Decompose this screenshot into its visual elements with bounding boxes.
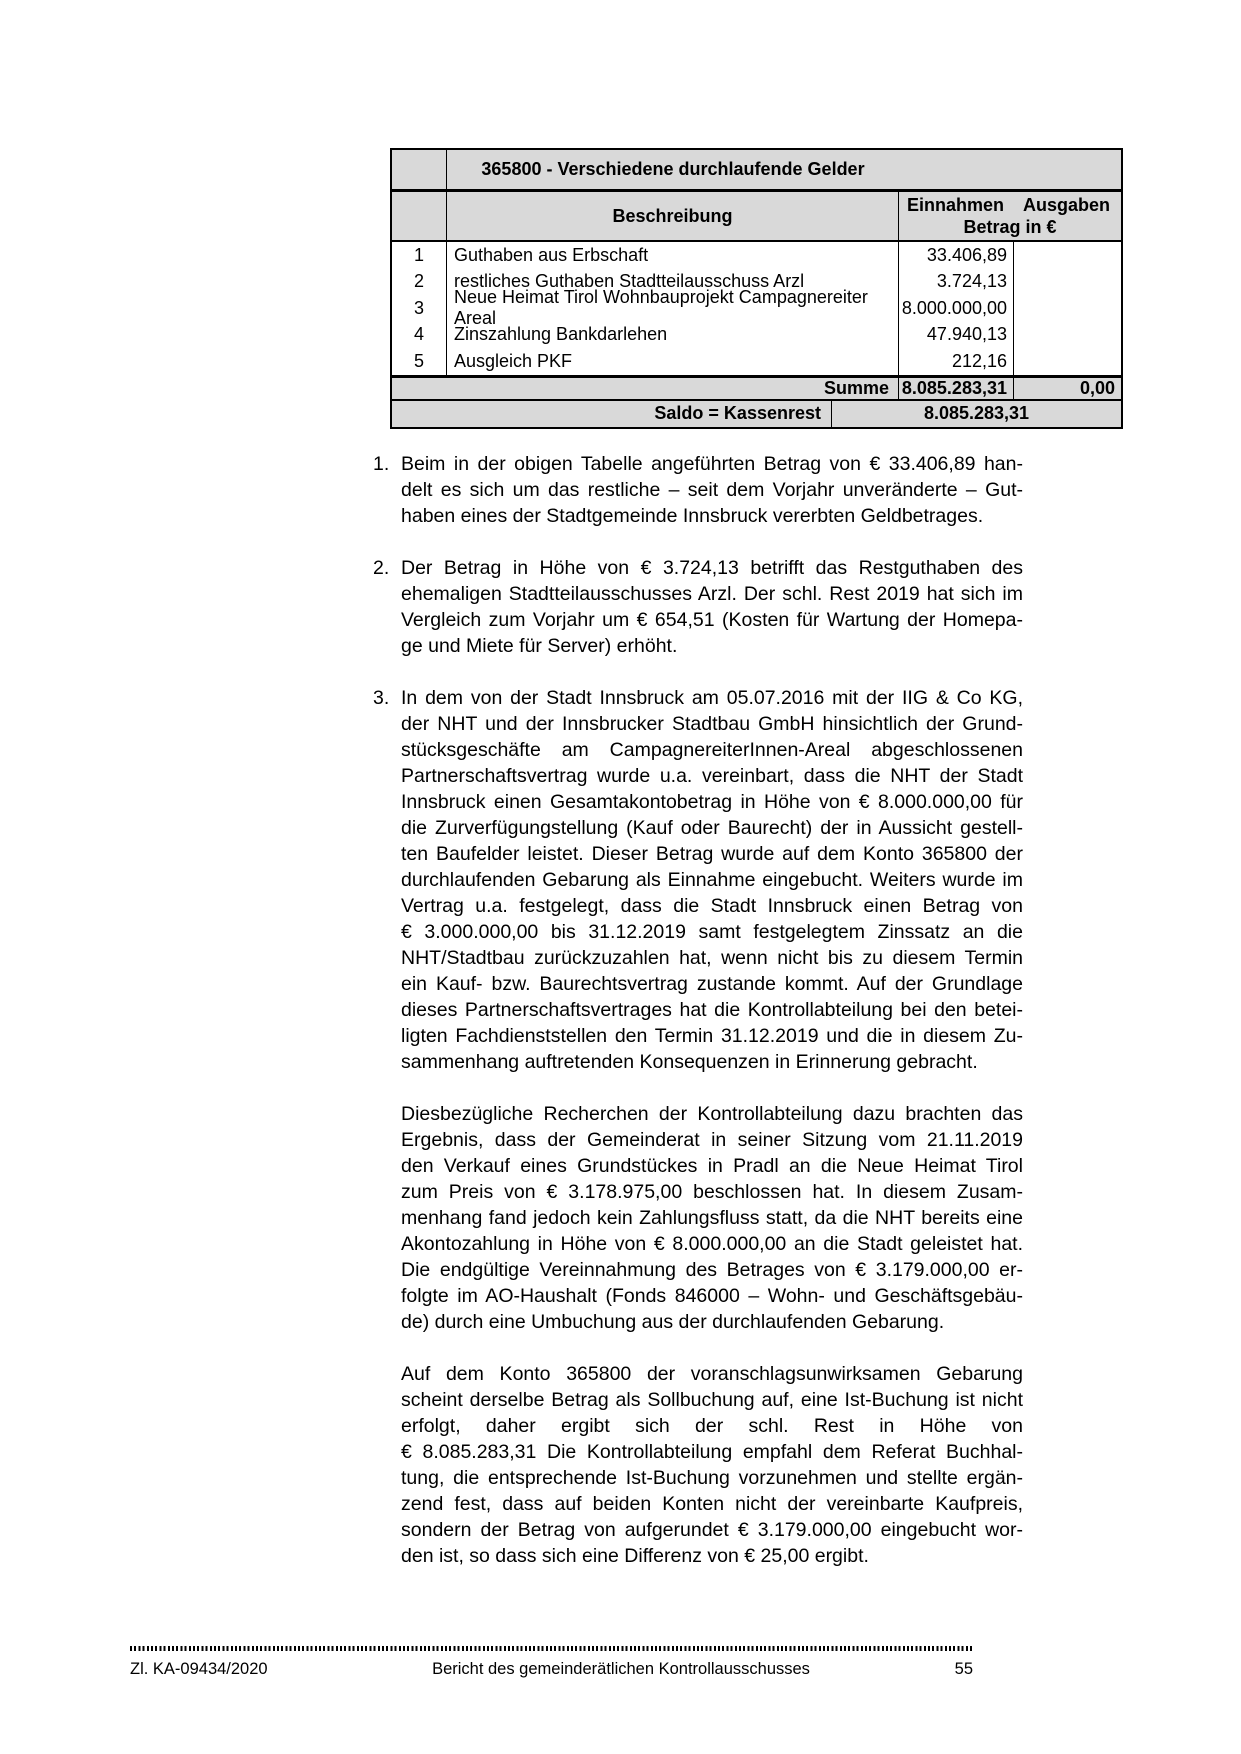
table-title: 365800 - Verschiedene durchlaufende Gelder [481, 159, 865, 179]
footer-row [130, 1660, 973, 1682]
paragraph-line: haben eines der Stadtgemeinde Innsbruck vererbten Geldbetrages. [401, 505, 984, 527]
header-ausgaben: Ausgaben [1022, 195, 1110, 215]
footer-title: Bericht des gemeinderätlichen Kontrollausschusses [432, 1660, 810, 1678]
paragraph-line: menhang fand jedoch kein Zahlungsfluss statt, da die NHT bereits eine [401, 1207, 1023, 1229]
table-row [392, 322, 1121, 349]
table-title-row [392, 150, 1121, 192]
paragraph-line: ligten Fachdienststellen den Termin 31.12.2019 und die in diesem Zu- [401, 1025, 1023, 1047]
table-body [392, 242, 1121, 375]
row-ausgaben [1014, 322, 1121, 349]
summe-row [392, 375, 1121, 401]
saldo-value: 8.085.283,31 [923, 403, 1030, 423]
footer-page-number: 55 [954, 1660, 973, 1678]
paragraph-line: ten Baufelder leistet. Dieser Betrag wurde auf dem Konto 365800 der [401, 843, 1023, 865]
paragraph-line: stücksgeschäfte am CampagnereiterInnen-Areal abgeschlossenen [401, 739, 1023, 761]
paragraph-line: der NHT und der Innsbrucker Stadtbau GmbH hinsichtlich der Grund- [401, 713, 1023, 735]
paragraph-line: Ergebnis, dass der Gemeinderat in seiner Sitzung vom 21.11.2019 [401, 1129, 1023, 1151]
paragraph-number: 3. [373, 687, 390, 709]
paragraph-line: scheint derselbe Betrag als Sollbuchung auf, eine Ist-Buchung ist nicht [401, 1389, 1023, 1411]
paragraph-line: Diesbezügliche Recherchen der Kontrollabteilung dazu brachten das [401, 1103, 1023, 1125]
row-number: 1 [392, 242, 447, 269]
row-beschreibung: Neue Heimat Tirol Wohnbauprojekt Campagnereiter Areal [447, 295, 899, 322]
paragraph-line: In dem von der Stadt Innsbruck am 05.07.2016 mit der IIG & Co KG, [401, 687, 1023, 709]
row-ausgaben [1014, 269, 1121, 296]
table-row [392, 242, 1121, 269]
paragraph-line: Beim in der obigen Tabelle angeführten Betrag von € 33.406,89 han- [401, 453, 1023, 475]
row-ausgaben [1014, 242, 1121, 269]
row-number: 5 [392, 348, 447, 375]
row-einnahmen: 3.724,13 [899, 269, 1014, 296]
paragraph-line: delt es sich um das restliche – seit dem Vorjahr unveränderte – Gut- [401, 479, 1023, 501]
row-beschreibung: Zinszahlung Bankdarlehen [447, 322, 899, 349]
paragraph-number: 2. [373, 557, 390, 579]
paragraph-line: NHT/Stadtbau zurückzuzahlen hat, wenn nicht bis zu diesem Termin [401, 947, 1023, 969]
summe-ausgaben: 0,00 [1079, 377, 1115, 398]
title-row-spacer [899, 150, 1121, 189]
numbered-paragraph [373, 685, 1023, 1075]
paragraph-line: € 3.000.000,00 bis 31.12.2019 samt festgelegtem Zinssatz an die [401, 921, 1023, 943]
paragraph-number: 1. [373, 453, 390, 475]
numbered-paragraph [373, 555, 1023, 659]
header-einnahmen: Einnahmen [906, 195, 1004, 215]
paragraph-line: de) durch eine Umbuchung aus der durchlaufenden Gebarung. [401, 1311, 945, 1333]
row-einnahmen: 47.940,13 [899, 322, 1014, 349]
paragraph-line: den ist, so dass sich eine Differenz von € 25,00 ergibt. [401, 1545, 869, 1567]
table-row [392, 348, 1121, 375]
row-ausgaben [1014, 295, 1121, 322]
saldo-row [392, 401, 1121, 427]
header-amounts-line1 [899, 194, 1121, 216]
row-number: 2 [392, 269, 447, 296]
paragraph-line: ge und Miete für Server) erhöht. [401, 635, 678, 657]
paragraph-line: € 8.085.283,31 Die Kontrollabteilung empfahl dem Referat Buchhal- [401, 1441, 1023, 1463]
paragraph [373, 1101, 1023, 1335]
row-beschreibung: Guthaben aus Erbschaft [447, 242, 899, 269]
paragraph-line: zend fest, dass auf beiden Konten nicht der vereinbarte Kaufpreis, [401, 1493, 1023, 1515]
paragraph-line: dieses Partnerschaftsvertrages hat die Kontrollabteilung bei den betei- [401, 999, 1023, 1021]
paragraph-line: Partnerschaftsvertrag wurde u.a. vereinbart, dass die NHT der Stadt [401, 765, 1023, 787]
page-footer [130, 1646, 973, 1682]
saldo-label: Saldo = Kassenrest [392, 401, 832, 427]
paragraph-line: Der Betrag in Höhe von € 3.724,13 betrifft das Restguthaben des [401, 557, 1023, 579]
paragraph-line: Vergleich zum Vorjahr um € 654,51 (Kosten für Wartung der Homepa- [401, 609, 1023, 631]
row-number: 4 [392, 322, 447, 349]
paragraph-line: Vertrag u.a. festgelegt, dass die Stadt Innsbruck einen Betrag von [401, 895, 1023, 917]
numbered-paragraph [373, 451, 1023, 529]
paragraph-line: erfolgt, daher ergibt sich der schl. Rest in Höhe von [401, 1415, 1023, 1437]
summe-einnahmen: 8.085.283,31 [899, 378, 1014, 399]
paragraph-line: durchlaufenden Gebarung als Einnahme eingebucht. Weiters wurde im [401, 869, 1023, 891]
paragraph-line: Die endgültige Vereinnahmung des Betrages von € 3.179.000,00 er- [401, 1259, 1023, 1281]
paragraph-line: sammenhang auftretenden Konsequenzen in Erinnerung gebracht. [401, 1051, 978, 1073]
table-header-row [392, 192, 1121, 242]
paragraph-line: tung, die entsprechende Ist-Buchung vorzunehmen und stellte ergän- [401, 1467, 1023, 1489]
row-number: 3 [392, 295, 447, 322]
footer-divider [130, 1646, 973, 1651]
row-einnahmen: 33.406,89 [899, 242, 1014, 269]
header-betrag: Betrag in € [963, 217, 1057, 237]
paragraph-line: Innsbruck einen Gesamtakontobetrag in Höhe von € 8.000.000,00 für [401, 791, 1023, 813]
financial-table [390, 148, 1123, 429]
paragraph-line: folgte im AO-Haushalt (Fonds 846000 – Wohn- und Geschäftsgebäu- [401, 1285, 1023, 1307]
paragraph-line: die Zurverfügungstellung (Kauf oder Baurecht) der in Aussicht gestell- [401, 817, 1023, 839]
paragraph-line: sondern der Betrag von aufgerundet € 3.179.000,00 eingebucht wor- [401, 1519, 1023, 1541]
row-beschreibung: Ausgleich PKF [447, 348, 899, 375]
paragraphs [373, 451, 1023, 1595]
summe-label: Summe [392, 378, 899, 399]
table-row [392, 287, 1121, 329]
paragraph [373, 1361, 1023, 1569]
title-row-number-cell [392, 150, 447, 189]
header-beschreibung: Beschreibung [447, 192, 899, 240]
header-amounts-cell [899, 192, 1121, 240]
paragraph-line: Auf dem Konto 365800 der voranschlagsunwirksamen Gebarung [401, 1363, 1023, 1385]
footer-reference: Zl. KA-09434/2020 [130, 1660, 268, 1678]
paragraph-line: ein Kauf- bzw. Baurechtsvertrag zustande kommt. Auf der Grundlage [401, 973, 1023, 995]
row-einnahmen: 212,16 [899, 348, 1014, 375]
paragraph-line: Akontozahlung in Höhe von € 8.000.000,00 an die Stadt geleistet hat. [401, 1233, 1023, 1255]
header-number-cell [392, 192, 447, 240]
row-ausgaben [1014, 348, 1121, 375]
row-beschreibung: restliches Guthaben Stadtteilausschuss Arzl [447, 269, 899, 296]
paragraph-line: den Verkauf eines Grundstückes in Pradl an die Neue Heimat Tirol [401, 1155, 1023, 1177]
paragraph-line: ehemaligen Stadtteilausschusses Arzl. Der schl. Rest 2019 hat sich im [401, 583, 1023, 605]
row-einnahmen: 8.000.000,00 [899, 295, 1014, 322]
paragraph-line: zum Preis von € 3.178.975,00 beschlossen hat. In diesem Zusam- [401, 1181, 1023, 1203]
